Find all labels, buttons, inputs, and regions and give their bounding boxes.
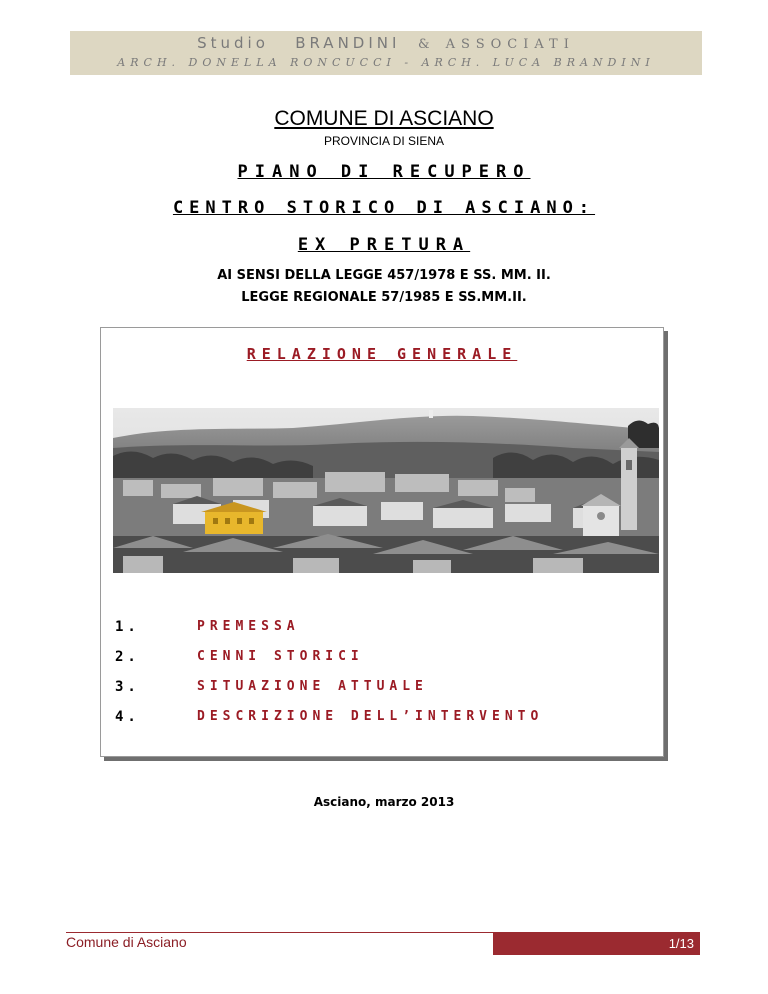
page-number: 1/13 [668,936,694,951]
toc-number: 3. [115,679,140,695]
studio-word: Studio [197,34,269,52]
letterhead [70,31,702,75]
comune-title: COMUNE DI ASCIANO [274,107,494,130]
toc-label: CENNI STORICI [197,649,364,664]
toc-number: 2. [115,649,140,665]
centro-storico-title: CENTRO STORICO DI ASCIANO: [172,198,596,218]
relazione-heading: RELAZIONE GENERALE [246,345,518,363]
page-number-bar [493,933,700,955]
associati-word: & ASSOCIATI [417,37,575,52]
toc-number: 1. [115,619,140,635]
legge-regionale: LEGGE REGIONALE 57/1985 E SS.MM.II. [241,290,527,305]
footer-comune: Comune di Asciano [66,934,187,950]
architects-line: ARCH. DONELLA RONCUCCI - ARCH. LUCA BRANDINI [117,56,655,69]
toc-label: DESCRIZIONE DELL’INTERVENTO [197,709,544,724]
town-panorama-photo [113,408,659,573]
studio-name [70,34,702,52]
piano-title: PIANO DI RECUPERO [237,162,531,182]
document-date: Asciano, marzo 2013 [313,795,455,809]
brandini-word: BRANDINI [295,34,401,52]
toc-label: SITUAZIONE ATTUALE [197,679,428,694]
toc-number: 4. [115,709,140,725]
ex-pretura-title: EX PRETURA [297,235,471,255]
provincia-subtitle: PROVINCIA DI SIENA [323,134,445,148]
toc-label: PREMESSA [197,619,300,634]
legge-nazionale: AI SENSI DELLA LEGGE 457/1978 E SS. MM. II. [217,268,551,283]
report-box [100,327,664,757]
